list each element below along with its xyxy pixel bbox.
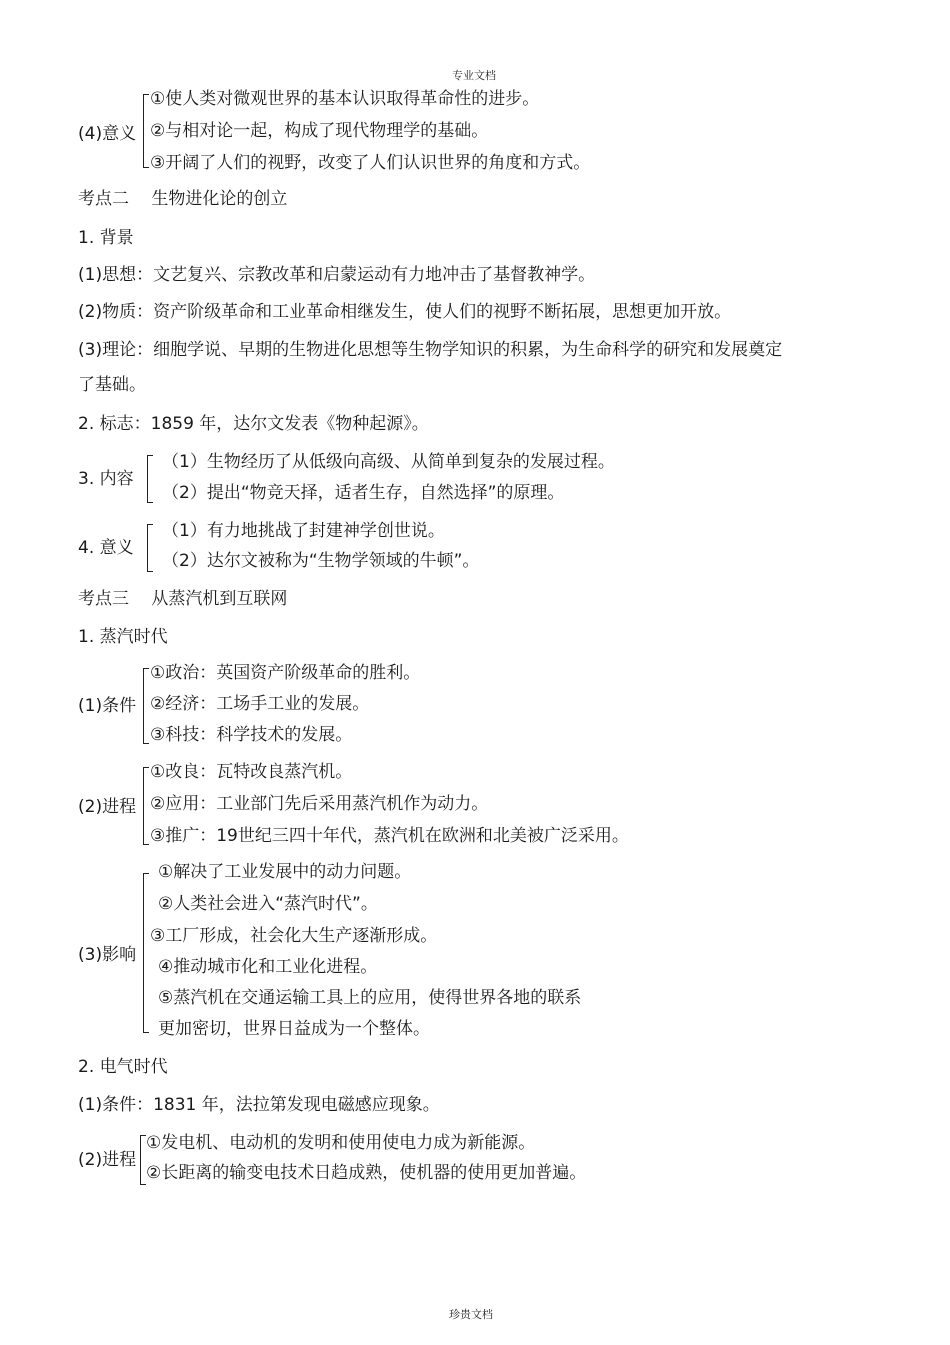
section-label-conditions: (1)条件 — [78, 696, 137, 716]
list-item: ②与相对论一起，构成了现代物理学的基础。 — [150, 121, 489, 141]
brace — [147, 455, 153, 503]
paragraph: (2)物质：资产阶级革命和工业革命相继发生，使人们的视野不断拓展，思想更加开放。 — [78, 302, 732, 322]
subheading: 2. 电气时代 — [78, 1057, 168, 1077]
list-item: ②经济：工场手工业的发展。 — [150, 694, 370, 714]
brace — [147, 524, 153, 572]
list-item: ①改良：瓦特改良蒸汽机。 — [150, 762, 353, 782]
brace — [143, 767, 149, 845]
section-label-impact: (3)影响 — [78, 945, 137, 965]
list-item: ①发电机、电动机的发明和使用使电力成为新能源。 — [146, 1133, 536, 1153]
page-header: 专业文档 — [452, 69, 496, 82]
list-item: ③工厂形成，社会化大生产逐渐形成。 — [150, 926, 438, 946]
list-item: ①使人类对微观世界的基本认识取得革命性的进步。 — [150, 89, 540, 109]
paragraph: 了基础。 — [78, 375, 146, 395]
list-item: ④推动城市化和工业化进程。 — [158, 957, 378, 977]
subheading: 1. 背景 — [78, 228, 134, 248]
section-label-content: 3. 内容 — [78, 469, 134, 489]
list-item: ③科技：科学技术的发展。 — [150, 725, 353, 745]
list-item: ①解决了工业发展中的动力问题。 — [158, 862, 412, 882]
list-item: ②长距离的输变电技术日趋成熟，使机器的使用更加普遍。 — [146, 1163, 587, 1183]
brace — [143, 873, 149, 1033]
paragraph: (3)理论：细胞学说、早期的生物进化思想等生物学知识的积累，为生命科学的研究和发展奠定 — [78, 340, 783, 360]
section-title: 考点二 生物进化论的创立 — [78, 189, 288, 209]
paragraph: (1)条件：1831 年，法拉第发现电磁感应现象。 — [78, 1095, 440, 1115]
brace — [143, 668, 149, 744]
section-label-process: (2)进程 — [78, 797, 137, 817]
list-item: ③开阔了人们的视野，改变了人们认识世界的角度和方式。 — [150, 153, 591, 173]
paragraph: 2. 标志：1859 年，达尔文发表《物种起源》。 — [78, 414, 429, 434]
list-item: ②应用：工业部门先后采用蒸汽机作为动力。 — [150, 794, 489, 814]
list-item: 更加密切，世界日益成为一个整体。 — [158, 1019, 430, 1039]
page-footer: 珍贵文档 — [449, 1308, 493, 1321]
list-item: ①政治：英国资产阶级革命的胜利。 — [150, 663, 421, 683]
list-item: （1）有力地挑战了封建神学创世说。 — [162, 521, 445, 541]
list-item: （2）提出“物竞天择，适者生存，自然选择”的原理。 — [162, 483, 565, 503]
section-title: 考点三 从蒸汽机到互联网 — [78, 589, 288, 609]
section-label-significance: 4. 意义 — [78, 538, 134, 558]
section-label-significance: (4)意义 — [78, 124, 137, 144]
list-item: ②人类社会进入“蒸汽时代”。 — [158, 894, 378, 914]
section-label-process: (2)进程 — [78, 1150, 137, 1170]
brace — [143, 94, 149, 168]
list-item: （1）生物经历了从低级向高级、从简单到复杂的发展过程。 — [162, 452, 615, 472]
paragraph: (1)思想：文艺复兴、宗教改革和启蒙运动有力地冲击了基督教神学。 — [78, 265, 596, 285]
list-item: （2）达尔文被称为“生物学领域的牛顿”。 — [162, 551, 480, 571]
list-item: ③推广：19世纪三四十年代，蒸汽机在欧洲和北美被广泛采用。 — [150, 826, 629, 846]
list-item: ⑤蒸汽机在交通运输工具上的应用，使得世界各地的联系 — [158, 988, 582, 1008]
subheading: 1. 蒸汽时代 — [78, 627, 168, 647]
